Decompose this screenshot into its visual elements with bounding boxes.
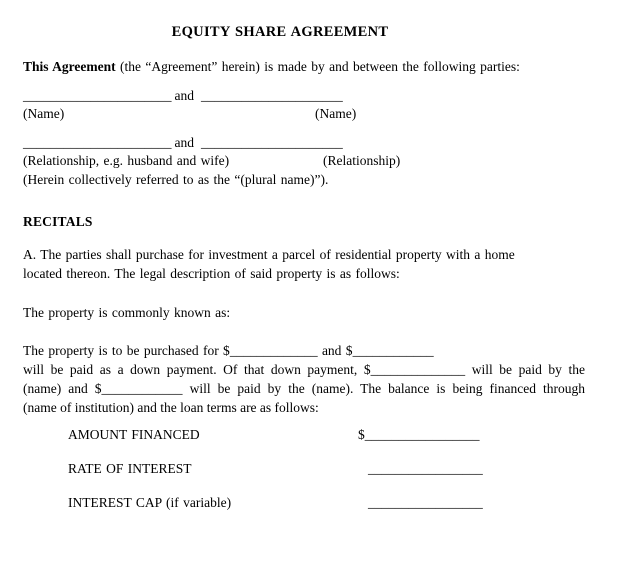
party1-relationship-blank[interactable]: ______________________ <box>23 135 172 150</box>
relationship-label-left: (Relationship, e.g. husband and wife) <box>23 153 230 168</box>
clause-a-paragraph <box>23 245 515 283</box>
loan-term-row-amount-financed <box>0 425 626 444</box>
rate-of-interest-value <box>368 459 483 478</box>
purchase-text-1: The property is to be purchased for $ <box>23 343 230 358</box>
name-labels-row <box>23 104 585 123</box>
down-payment-line-1 <box>23 360 585 379</box>
party1-name-blank[interactable]: ______________________ <box>23 88 172 103</box>
down-payment-amount-blank[interactable]: ____________ <box>352 343 434 358</box>
interest-cap-label: INTEREST CAP (if variable) <box>68 495 232 510</box>
relationship-labels-row <box>23 151 585 170</box>
purchase-price-line <box>23 341 434 360</box>
party-name-blanks-row <box>23 86 343 105</box>
name-label-left: (Name) <box>23 106 65 121</box>
rate-of-interest-label: RATE OF INTEREST <box>68 461 192 476</box>
document-title: EQUITY SHARE AGREEMENT <box>171 24 389 40</box>
and-connector: and <box>174 88 194 103</box>
interest-cap-value <box>368 493 483 512</box>
recitals-heading: RECITALS <box>23 214 93 229</box>
and-connector: and <box>174 135 194 150</box>
rate-of-interest-blank[interactable]: _________________ <box>368 461 483 476</box>
purchase-price-blank[interactable]: _____________ <box>229 343 318 358</box>
intro-paragraph <box>23 57 520 76</box>
name-label-right: (Name) <box>315 106 357 121</box>
clause-a-line-1: A. The parties shall purchase for investment a parcel of residential property with a home <box>23 247 515 262</box>
party1-payment-blank[interactable]: ______________ <box>370 362 466 377</box>
down-payment-line-3: (name of institution) and the loan terms are as follows: <box>23 400 319 415</box>
down-payment-text-1: will be paid as a down payment. Of that down payment, $ <box>23 362 371 377</box>
down-payment-text-4: will be paid by the (name). The balance is being financed through <box>182 381 585 396</box>
amount-financed-blank[interactable]: _________________ <box>364 427 480 442</box>
amount-financed-label: AMOUNT FINANCED <box>68 427 200 442</box>
interest-cap-blank[interactable]: _________________ <box>368 495 483 510</box>
party2-name-blank[interactable]: _____________________ <box>201 88 343 103</box>
clause-a-line-2: located thereon. The legal description of said property is as follows: <box>23 266 400 281</box>
intro-bold-text: This Agreement <box>23 59 116 74</box>
down-payment-text-2: will be paid by the <box>465 362 586 377</box>
loan-term-row-interest-cap <box>0 493 626 512</box>
relationship-label-right: (Relationship) <box>323 153 401 168</box>
party2-relationship-blank[interactable]: _____________________ <box>201 135 343 150</box>
party2-payment-blank[interactable]: ____________ <box>101 381 183 396</box>
dollar-sign: $ <box>358 427 365 442</box>
amount-financed-value <box>358 425 480 444</box>
intro-rest-text: (the “Agreement” herein) is made by and between the following parties: <box>115 59 520 74</box>
down-payment-paragraph <box>23 360 585 417</box>
down-payment-line-2 <box>23 379 585 398</box>
down-payment-text-3: (name) and $ <box>23 381 102 396</box>
property-known-as-line: The property is commonly known as: <box>23 305 231 320</box>
collective-reference-note: (Herein collectively referred to as the “(plural name)”). <box>23 172 329 187</box>
relationship-blanks-row <box>23 133 343 152</box>
purchase-text-2: and $ <box>317 343 353 358</box>
loan-term-row-rate-of-interest <box>0 459 626 478</box>
